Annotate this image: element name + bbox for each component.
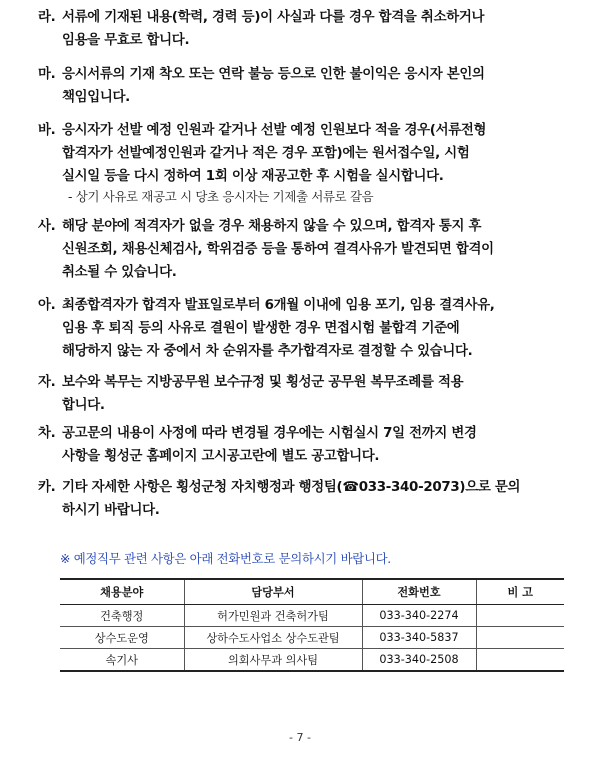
item-ja bbox=[38, 371, 562, 417]
item-line: 해당하지 않는 자 중에서 차 순위자를 추가합격자로 결정할 수 있습니다. bbox=[62, 344, 473, 359]
cell-department: 허가민원과 건축허가팀 bbox=[184, 605, 362, 627]
item-line: 최종합격자가 합격자 발표일로부터 6개월 이내에 임용 포기, 임용 결격사유, bbox=[62, 298, 495, 313]
header-field: 채용분야 bbox=[60, 579, 184, 605]
item-line: 임용 후 퇴직 등의 사유로 결원이 발생한 경우 면접시험 불합격 기준에 bbox=[62, 321, 460, 336]
item-marker: 라. bbox=[38, 10, 56, 25]
cell-department: 상하수도사업소 상수도관팀 bbox=[184, 627, 362, 649]
item-marker: 아. bbox=[38, 298, 56, 313]
cell-remarks bbox=[476, 649, 564, 672]
item-line: 취소될 수 있습니다. bbox=[62, 265, 177, 280]
sub-note: - 상기 사유로 재공고 시 당초 응시자는 기제출 서류로 갈음 bbox=[68, 189, 374, 204]
item-line: 합니다. bbox=[62, 398, 105, 413]
cell-remarks bbox=[476, 627, 564, 649]
cell-phone: 033-340-2274 bbox=[362, 605, 476, 627]
cell-department: 의회사무과 의사팀 bbox=[184, 649, 362, 672]
item-line: 임용을 무효로 합니다. bbox=[62, 33, 190, 48]
item-line: 서류에 기재된 내용(학력, 경력 등)이 사실과 다를 경우 합격을 취소하거나 bbox=[62, 10, 485, 25]
header-phone: 전화번호 bbox=[362, 579, 476, 605]
item-line: 실시일 등을 다시 정하여 1회 이상 재공고한 후 시험을 실시합니다. bbox=[62, 169, 444, 184]
item-line: 공고문의 내용이 사정에 따라 변경될 경우에는 시험실시 7일 전까지 변경 bbox=[62, 426, 477, 441]
item-marker: 자. bbox=[38, 375, 56, 390]
table-row bbox=[60, 627, 564, 649]
header-remarks: 비 고 bbox=[476, 579, 564, 605]
item-cha bbox=[38, 422, 562, 468]
cell-field: 상수도운영 bbox=[60, 627, 184, 649]
item-marker: 사. bbox=[38, 219, 56, 234]
item-line: 책임입니다. bbox=[62, 90, 130, 105]
item-marker: 차. bbox=[38, 426, 56, 441]
cell-phone: 033-340-5837 bbox=[362, 627, 476, 649]
item-line: 응시서류의 기재 착오 또는 연락 불능 등으로 인한 불이익은 응시자 본인의 bbox=[62, 67, 485, 82]
item-line: 기타 자세한 사항은 횡성군청 자치행정과 행정팀(☎033-340-2073)으로 문의 bbox=[62, 480, 521, 495]
item-line: 사항을 횡성군 홈페이지 고시공고란에 별도 공고합니다. bbox=[62, 449, 380, 464]
item-ra bbox=[38, 6, 562, 52]
item-ma bbox=[38, 63, 562, 109]
cell-remarks bbox=[476, 605, 564, 627]
item-line: 보수와 복무는 지방공무원 보수규정 및 횡성군 공무원 복무조례를 적용 bbox=[62, 375, 464, 390]
item-line: 해당 분야에 적격자가 없을 경우 채용하지 않을 수 있으며, 합격자 통지 후 bbox=[62, 219, 482, 234]
item-marker: 마. bbox=[38, 67, 56, 82]
item-line: 응시자가 선발 예정 인원과 같거나 선발 예정 인원보다 적을 경우(서류전형 bbox=[62, 123, 487, 138]
page-number: - 7 - bbox=[289, 731, 311, 744]
table-header-row bbox=[60, 579, 564, 605]
cell-field: 건축행정 bbox=[60, 605, 184, 627]
item-a bbox=[38, 294, 562, 363]
item-line: 하시기 바랍니다. bbox=[62, 503, 160, 518]
item-line: 합격자가 선발예정인원과 같거나 적은 경우 포함)에는 원서접수일, 시험 bbox=[62, 146, 470, 161]
item-ba bbox=[38, 119, 562, 188]
cell-phone: 033-340-2508 bbox=[362, 649, 476, 672]
item-ka bbox=[38, 476, 562, 522]
table-row bbox=[60, 605, 564, 627]
item-sa bbox=[38, 215, 562, 284]
item-line: 신원조회, 채용신체검사, 학위검증 등을 통하여 결격사유가 발견되면 합격이 bbox=[62, 242, 494, 257]
table-row bbox=[60, 649, 564, 672]
cell-field: 속기사 bbox=[60, 649, 184, 672]
item-marker: 카. bbox=[38, 480, 56, 495]
contact-notice: ※ 예정직무 관련 사항은 아래 전화번호로 문의하시기 바랍니다. bbox=[60, 551, 391, 566]
item-marker: 바. bbox=[38, 123, 56, 138]
header-department: 담당부서 bbox=[184, 579, 362, 605]
contact-table bbox=[60, 578, 564, 672]
